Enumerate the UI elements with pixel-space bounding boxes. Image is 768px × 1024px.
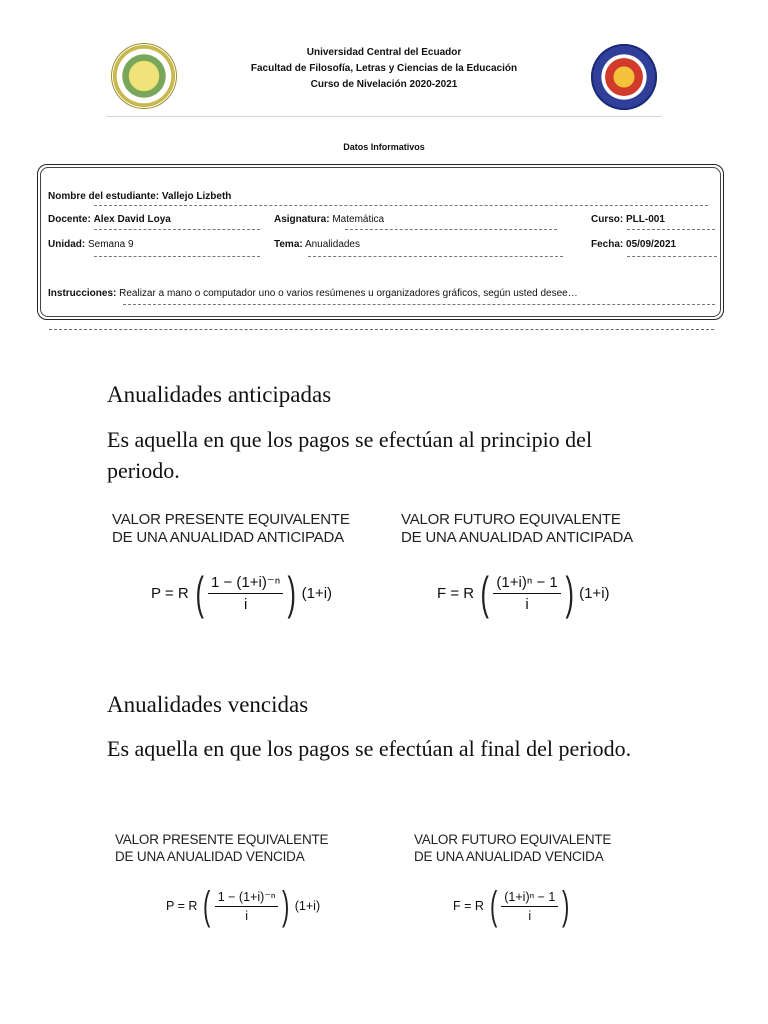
date-label: Fecha: bbox=[591, 239, 624, 250]
formula-presente-anticipada: P = R ( $\frac{\text{1 − (1+i)⁻ⁿ}}{i}$ ) (1+i) bbox=[151, 567, 333, 619]
teacher-label: Docente: bbox=[48, 214, 91, 225]
university-seal-icon bbox=[111, 43, 177, 109]
info-bottom-divider bbox=[49, 329, 714, 330]
instructions-label: Instrucciones: bbox=[48, 288, 117, 299]
instructions-field bbox=[48, 288, 578, 299]
topic-label: Tema: bbox=[274, 239, 303, 250]
course-value: PLL-001 bbox=[626, 214, 665, 225]
topic-field bbox=[274, 239, 360, 250]
unit-underline bbox=[94, 256, 260, 257]
course-name: Curso de Nivelación 2020-2021 bbox=[310, 79, 458, 90]
teacher-value: Alex David Loya bbox=[93, 214, 171, 225]
instructions-value: Realizar a mano o computador uno o varios resúmenes u organizadores gráficos, según usted desee… bbox=[119, 288, 578, 299]
course-label: Curso: bbox=[591, 214, 624, 225]
topic-underline bbox=[308, 256, 563, 257]
instructions-underline bbox=[123, 304, 715, 305]
student-value: Vallejo Lizbeth bbox=[161, 191, 232, 202]
teacher-field bbox=[48, 214, 171, 225]
student-label: Nombre del estudiante: bbox=[48, 191, 160, 202]
university-name: Universidad Central del Ecuador bbox=[306, 47, 462, 58]
date-value: 05/09/2021 bbox=[626, 239, 677, 250]
label-presente-vencida: VALOR PRESENTE EQUIVALENTE DE UNA ANUALIDAD VENCIDA bbox=[115, 832, 329, 864]
course-field bbox=[591, 214, 665, 225]
label-futuro-vencida: VALOR FUTURO EQUIVALENTE DE UNA ANUALIDAD VENCIDA bbox=[414, 832, 612, 864]
subject-value: Matemática bbox=[332, 214, 385, 225]
teacher-underline bbox=[94, 229, 260, 230]
section-paragraph-anticipadas: Es aquella en que los pagos se efectúan al principio del periodo. bbox=[107, 427, 593, 483]
unit-field bbox=[48, 239, 134, 250]
date-underline bbox=[627, 256, 717, 257]
header-divider bbox=[106, 116, 662, 117]
formula-futuro-vencida: F = R ( $\frac{\text{(1+i)ⁿ − 1}}{i}$ ) bbox=[453, 884, 570, 928]
student-underline bbox=[94, 205, 708, 206]
section-title-vencidas: Anualidades vencidas bbox=[107, 692, 309, 717]
section-paragraph-vencidas: Es aquella en que los pagos se efectúan al final del periodo. bbox=[107, 736, 632, 761]
formula-presente-vencida: P = R ( $\frac{\text{1 − (1+i)⁻ⁿ}}{i}$ ) (1+i) bbox=[166, 884, 321, 928]
faculty-seal-icon bbox=[591, 44, 657, 110]
student-field bbox=[48, 191, 231, 202]
formula-futuro-anticipada: F = R ( $\frac{\text{(1+i)ⁿ − 1}}{i}$ ) (1+i) bbox=[437, 567, 610, 619]
unit-value: Semana 9 bbox=[88, 239, 134, 250]
label-futuro-anticipada: VALOR FUTURO EQUIVALENTE DE UNA ANUALIDAD ANTICIPADA bbox=[401, 511, 633, 546]
faculty-name: Facultad de Filosofía, Letras y Ciencias de la Educación bbox=[250, 63, 518, 74]
section-title-anticipadas: Anualidades anticipadas bbox=[107, 382, 332, 407]
subject-field bbox=[274, 214, 384, 225]
date-field bbox=[591, 239, 676, 250]
label-presente-anticipada: VALOR PRESENTE EQUIVALENTE DE UNA ANUALIDAD ANTICIPADA bbox=[112, 511, 350, 546]
unit-label: Unidad: bbox=[48, 239, 86, 250]
course-underline bbox=[627, 229, 715, 230]
subject-label: Asignatura: bbox=[274, 214, 330, 225]
datos-informativos-title: Datos Informativos bbox=[343, 142, 425, 152]
topic-value: Anualidades bbox=[304, 239, 360, 250]
subject-underline bbox=[345, 229, 557, 230]
